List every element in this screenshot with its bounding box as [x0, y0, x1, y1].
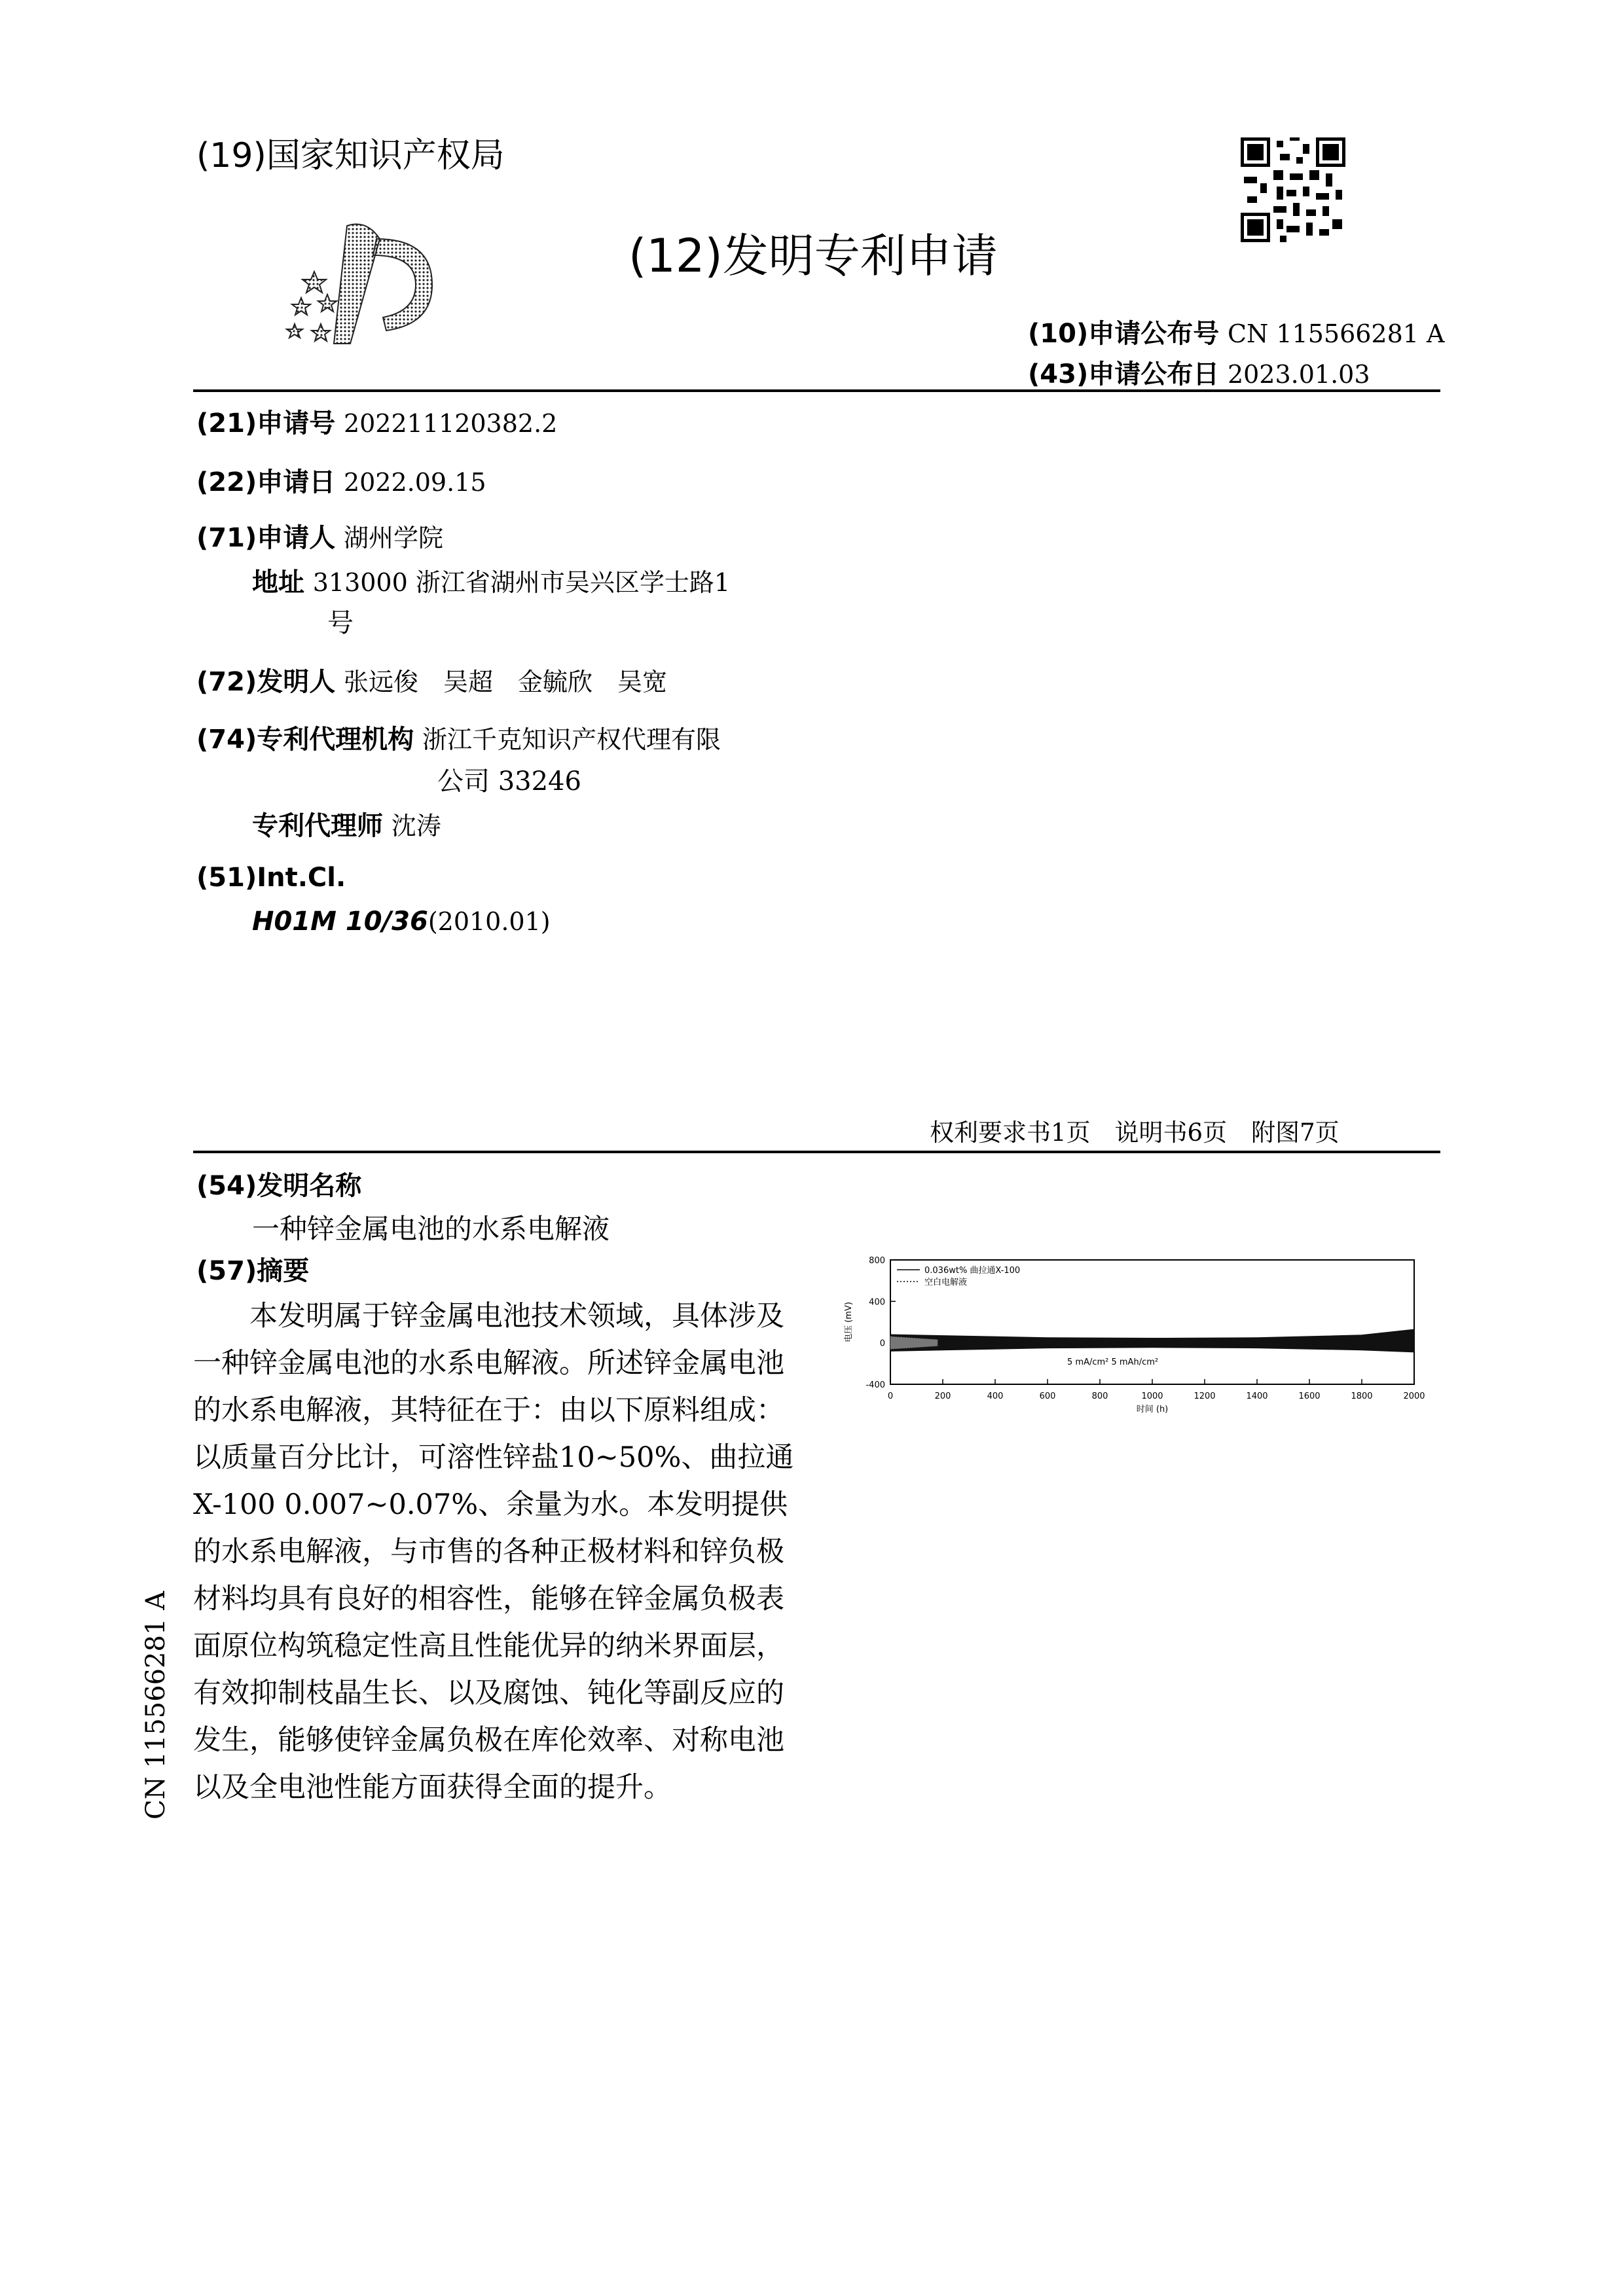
int-cl-year: (2010.01) [428, 907, 551, 936]
chart-annotation: 5 mA/cm² 5 mAh/cm² [1067, 1357, 1159, 1367]
x-tick-label-5: 1000 [1141, 1391, 1163, 1401]
y-tick-label-2: 0 [879, 1338, 885, 1349]
patent-agency-line1: 浙江千克知识产权代理有限 [422, 725, 721, 754]
abstract-paragraph: 本发明属于锌金属电池技术领域，具体涉及一种锌金属电池的水系电解液。所述锌金属电池的水系电解液，其特征在于：由以下原料组成：以质量百分比计，可溶性锌盐10~50%、曲拉通X-100 0.007~0.07%、余量为水。本发明提供的水系电解液，与市售的各种正极材料和锌负极材料均具有良好的相容性，能够在锌金属负极表面原位构筑稳定性高且性能优异的纳米界面层，有效抑制枝晶生长、以及腐蚀、钝化等副反应的发生，能够使锌金属负极在库伦效率、对称电池以及全电池性能方面获得全面的提升。 [193, 1300, 794, 1804]
x-tick-label-1: 200 [934, 1391, 951, 1401]
application-number-value: 202211120382.2 [343, 409, 558, 438]
publication-date [1028, 353, 1370, 391]
inventors [196, 661, 667, 698]
patent-agency [196, 719, 721, 756]
int-cl-value [252, 906, 551, 937]
chart-x-label: 时间 (h) [1136, 1405, 1169, 1414]
chart-x-ticks [888, 1379, 1425, 1401]
abstract-text [193, 1293, 795, 1811]
document-type: (12)发明专利申请 [629, 229, 998, 283]
application-date-value: 2022.09.15 [343, 468, 486, 497]
invention-title: 一种锌金属电池的水系电解液 [252, 1213, 610, 1245]
patent-agent-label: 专利代理师 [252, 811, 383, 841]
publication-date-value: 2023.01.03 [1227, 360, 1370, 389]
chart-y-ticks [866, 1256, 896, 1390]
patent-agency-label: (74)专利代理机构 [196, 725, 414, 755]
chart-series [890, 1329, 1414, 1352]
y-tick-label-3: -400 [866, 1380, 885, 1390]
chart-series-band-0 [890, 1329, 1414, 1352]
publication-date-label: (43)申请公布日 [1028, 359, 1220, 389]
application-number-label: (21)申请号 [196, 408, 336, 439]
x-tick-label-8: 1600 [1298, 1391, 1321, 1401]
patent-agent-value: 沈涛 [391, 812, 441, 840]
applicant-value: 湖州学院 [343, 524, 443, 552]
inventors-value: 张远俊 吴超 金毓欣 吴宽 [343, 668, 667, 696]
x-tick-label-6: 1200 [1194, 1391, 1216, 1401]
patent-agent [252, 805, 441, 842]
int-cl-label: (51)Int.Cl. [196, 863, 346, 893]
publication-number [1028, 313, 1444, 350]
applicant-label: (71)申请人 [196, 523, 336, 553]
inventors-label: (72)发明人 [196, 667, 336, 697]
chart-y-label: 电压 (mV) [844, 1302, 854, 1342]
chart-legend [897, 1265, 1020, 1287]
x-tick-label-2: 400 [987, 1391, 1004, 1401]
x-tick-label-10: 2000 [1403, 1391, 1425, 1401]
x-tick-label-3: 600 [1039, 1391, 1056, 1401]
publication-number-label: (10)申请公布号 [1028, 319, 1220, 349]
office-name: (19)国家知识产权局 [196, 136, 505, 175]
abstract-chart [831, 1247, 1434, 1417]
legend-label-1: 空白电解液 [924, 1278, 968, 1287]
abstract-label: (57)摘要 [196, 1256, 310, 1286]
title-label: (54)发明名称 [196, 1171, 362, 1201]
y-tick-label-0: 800 [869, 1256, 885, 1266]
patent-agency-line2: 公司 33246 [437, 766, 581, 797]
address-line2: 号 [327, 608, 354, 638]
int-cl-class: H01M 10/36 [252, 906, 428, 937]
mid-rule [193, 1151, 1440, 1153]
page-counts: 权利要求书1页 说明书6页 附图7页 [930, 1119, 1340, 1147]
address-label: 地址 [252, 567, 304, 598]
x-tick-label-0: 0 [887, 1391, 894, 1401]
applicant [196, 517, 443, 554]
application-number [196, 403, 557, 440]
legend-label-0: 0.036wt% 曲拉通X-100 [924, 1266, 1021, 1276]
application-date [196, 461, 486, 499]
address-line1: 313000 浙江省湖州市吴兴区学士路1 [312, 568, 731, 597]
x-tick-label-4: 800 [1091, 1391, 1108, 1401]
qr-code-icon [1241, 137, 1345, 242]
cnipa-logo-icon [268, 219, 458, 350]
address [252, 562, 730, 599]
side-publication-number: CN 115566281 A [141, 1591, 171, 1820]
x-tick-label-9: 1800 [1351, 1391, 1373, 1401]
x-tick-label-7: 1400 [1246, 1391, 1268, 1401]
header-rule [193, 389, 1440, 392]
publication-number-value: CN 115566281 A [1227, 319, 1445, 348]
application-date-label: (22)申请日 [196, 467, 336, 497]
y-tick-label-1: 400 [869, 1297, 885, 1308]
